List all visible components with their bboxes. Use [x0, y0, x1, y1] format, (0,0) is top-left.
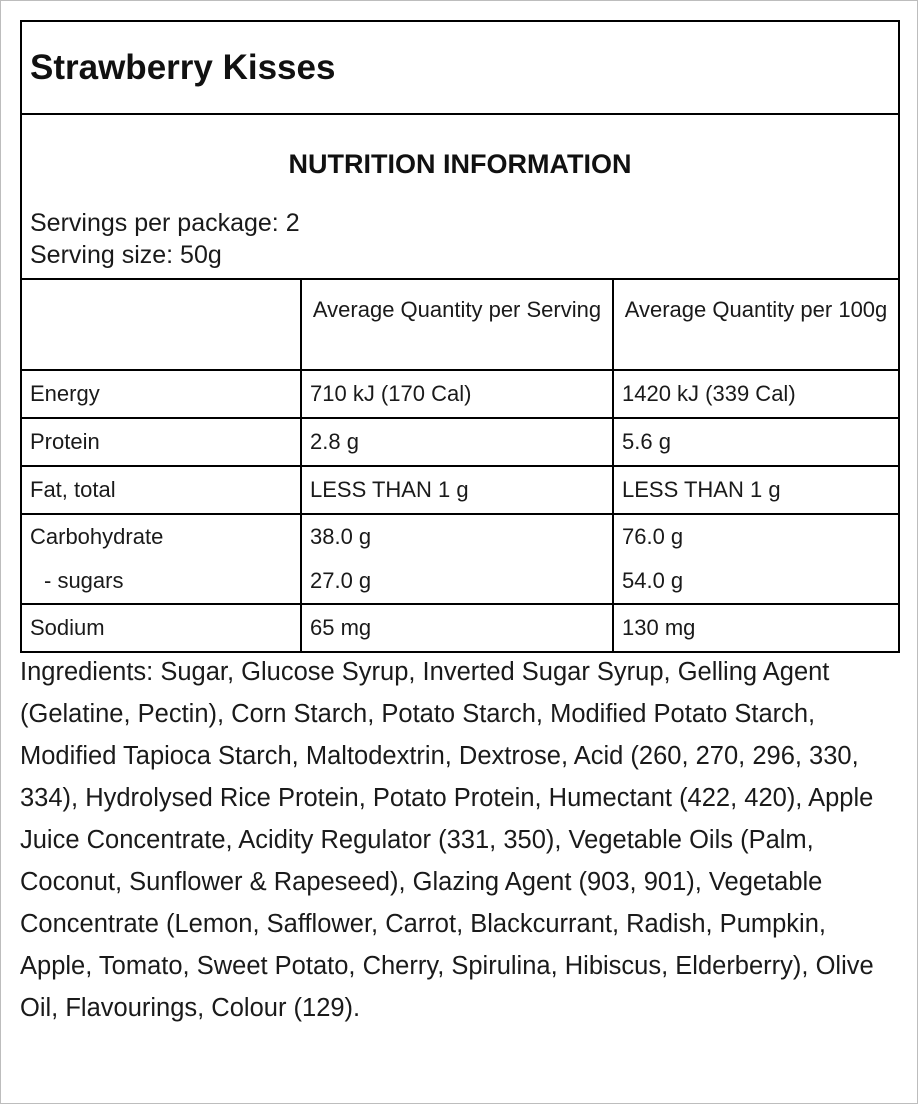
value-per-serving: LESS THAN 1 g [301, 466, 613, 514]
value-per-100g-group [613, 514, 898, 604]
table-header-row [22, 280, 898, 370]
serving-size: Serving size: 50g [30, 241, 222, 269]
table-row-carbohydrate [22, 514, 898, 604]
nutrition-heading: NUTRITION INFORMATION [288, 149, 632, 179]
nutrient-label: Fat, total [22, 466, 301, 514]
header-cell-per-serving: Average Quantity per Serving [301, 280, 613, 370]
product-title: Strawberry Kisses [30, 47, 336, 87]
ingredients-text: Ingredients: Sugar, Glucose Syrup, Inverted Sugar Syrup, Gelling Agent (Gelatine, Pectin), Corn Starch, Potato Starch, Modified Potato Starch, Modified Tapioca Starch, Maltodextrin, Dextrose, Acid (260, 270, 296, 330, 334), Hydrolysed Rice Protein, Potato Protein, Humectant (422, 420), Apple Juice Concentrate, Acidity Regulator (331, 350), Vegetable Oils (Palm, Coconut, Sunflower & Rapeseed), Glazing Agent (903, 901), Vegetable Concentrate (Lemon, Safflower, Carrot, Blackcurrant, Radish, Pumpkin, Apple, Tomato, Sweet Potato, Cherry, Spirulina, Hibiscus, Elderberry), Olive Oil, Flavourings, Colour (129). [20, 658, 874, 1022]
value-per-100g: 1420 kJ (339 Cal) [613, 370, 898, 418]
carbohydrate-per-100g: 76.0 g [622, 524, 684, 549]
nutrient-label-group [22, 514, 301, 604]
carbohydrate-per-serving: 38.0 g [310, 524, 372, 549]
value-per-serving: 710 kJ (170 Cal) [301, 370, 613, 418]
nutrient-label: Energy [22, 370, 301, 418]
value-per-100g: 130 mg [622, 615, 696, 640]
header-cell-label [22, 280, 301, 370]
nutrient-label: Sodium [22, 604, 301, 651]
header-cell-per-100g: Average Quantity per 100g [613, 280, 898, 370]
value-per-100g: 5.6 g [613, 418, 898, 466]
nutrition-info-block [22, 115, 898, 280]
title-row [22, 22, 898, 115]
value-per-100g: LESS THAN 1 g [613, 466, 898, 514]
value-per-serving-group [301, 514, 613, 604]
table-row-protein [22, 418, 898, 466]
sugars-label: - sugars [44, 568, 124, 593]
nutrition-panel [20, 20, 900, 653]
nutrient-label: Protein [22, 418, 301, 466]
table-row-fat [22, 466, 898, 514]
value-per-serving: 2.8 g [301, 418, 613, 466]
table-row-energy [22, 370, 898, 418]
sugars-per-serving: 27.0 g [310, 568, 372, 593]
servings-per-package: Servings per package: 2 [30, 209, 300, 237]
carbohydrate-label: Carbohydrate [30, 524, 164, 549]
value-per-serving: 65 mg [301, 604, 613, 651]
nutrition-table [22, 280, 898, 651]
table-row-sodium [22, 604, 898, 651]
sugars-per-100g: 54.0 g [622, 568, 684, 593]
